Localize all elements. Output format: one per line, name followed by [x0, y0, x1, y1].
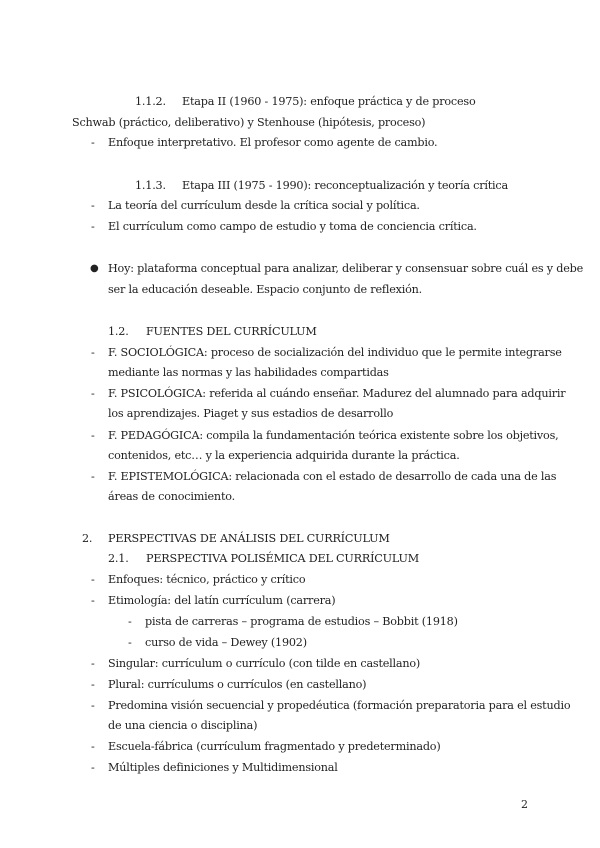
list-dash: -: [91, 136, 95, 149]
heading-title: Etapa III (1975 - 1990): reconceptualización y teoría crítica: [182, 179, 508, 192]
heading-title: PERSPECTIVA POLISÉMICA DEL CURRÍCULUM: [146, 552, 419, 565]
list-dash: -: [91, 429, 95, 442]
list-item: áreas de conocimiento.: [108, 490, 235, 503]
page-number: 2: [521, 798, 528, 811]
paragraph-line: ser la educación deseable. Espacio conjunto de reflexión.: [108, 283, 422, 296]
list-dash: -: [91, 199, 95, 212]
list-item: los aprendizajes. Piaget y sus estadios de desarrollo: [108, 407, 394, 420]
list-item: Plural: currículums o currículos (en castellano): [108, 678, 367, 691]
list-dash: -: [91, 220, 95, 233]
heading-number: 2.: [82, 532, 93, 545]
list-dash: -: [91, 594, 95, 607]
list-dash: -: [128, 636, 132, 649]
list-item: Etimología: del latín currículum (carrera): [108, 594, 336, 607]
list-item: Enfoques: técnico, práctico y crítico: [108, 573, 306, 586]
list-item: Singular: currículum o currículo (con tilde en castellano): [108, 657, 421, 670]
heading-title: PERSPECTIVAS DE ANÁLISIS DEL CURRÍCULUM: [108, 532, 390, 545]
list-item: F. PEDAGÓGICA: compila la fundamentación teórica existente sobre los objetivos,: [108, 429, 559, 442]
heading-title: Etapa II (1960 - 1975): enfoque práctica y de proceso: [182, 95, 476, 108]
list-item: contenidos, etc… y la experiencia adquirida durante la práctica.: [108, 449, 460, 462]
list-item: mediante las normas y las habilidades compartidas: [108, 366, 389, 379]
list-item: La teoría del currículum desde la crítica social y política.: [108, 199, 420, 212]
list-item-nested: pista de carreras – programa de estudios – Bobbit (1918): [145, 615, 458, 628]
heading-number: 1.2.: [108, 325, 129, 338]
list-item: F. SOCIOLÓGICA: proceso de socialización del individuo que le permite integrarse: [108, 346, 562, 359]
heading-number: 2.1.: [108, 552, 129, 565]
list-dash: -: [91, 678, 95, 691]
list-item: F. PSICOLÓGICA: referida al cuándo enseñar. Madurez del alumnado para adquirir: [108, 387, 566, 400]
heading-number: 1.1.3.: [135, 179, 166, 192]
list-dash: -: [91, 657, 95, 670]
list-dash: -: [91, 740, 95, 753]
list-dash: -: [91, 699, 95, 712]
list-dash: -: [91, 470, 95, 483]
list-dash: -: [128, 615, 132, 628]
paragraph-line: Schwab (práctico, deliberativo) y Stenhouse (hipótesis, proceso): [72, 116, 426, 129]
list-item: El currículum como campo de estudio y toma de conciencia crítica.: [108, 220, 477, 233]
list-item: Múltiples definiciones y Multidimensional: [108, 761, 338, 774]
list-dash: -: [91, 573, 95, 586]
list-item: de una ciencia o disciplina): [108, 719, 258, 732]
list-item: Escuela-fábrica (currículum fragmentado y predeterminado): [108, 740, 441, 753]
paragraph-line: Hoy: plataforma conceptual para analizar, deliberar y consensuar sobre cuál es y debe: [108, 262, 584, 275]
list-item: F. EPISTEMOLÓGICA: relacionada con el estado de desarrollo de cada una de las: [108, 470, 557, 483]
list-dash: -: [91, 387, 95, 400]
bullet-icon: ●: [90, 263, 99, 274]
list-dash: -: [91, 346, 95, 359]
heading-title: FUENTES DEL CURRÍCULUM: [146, 325, 317, 338]
list-item: Predomina visión secuencial y propedéutica (formación preparatoria para el estudio: [108, 699, 571, 712]
heading-number: 1.1.2.: [135, 95, 166, 108]
list-item-nested: curso de vida – Dewey (1902): [145, 636, 307, 649]
list-item: Enfoque interpretativo. El profesor como agente de cambio.: [108, 136, 438, 149]
list-dash: -: [91, 761, 95, 774]
